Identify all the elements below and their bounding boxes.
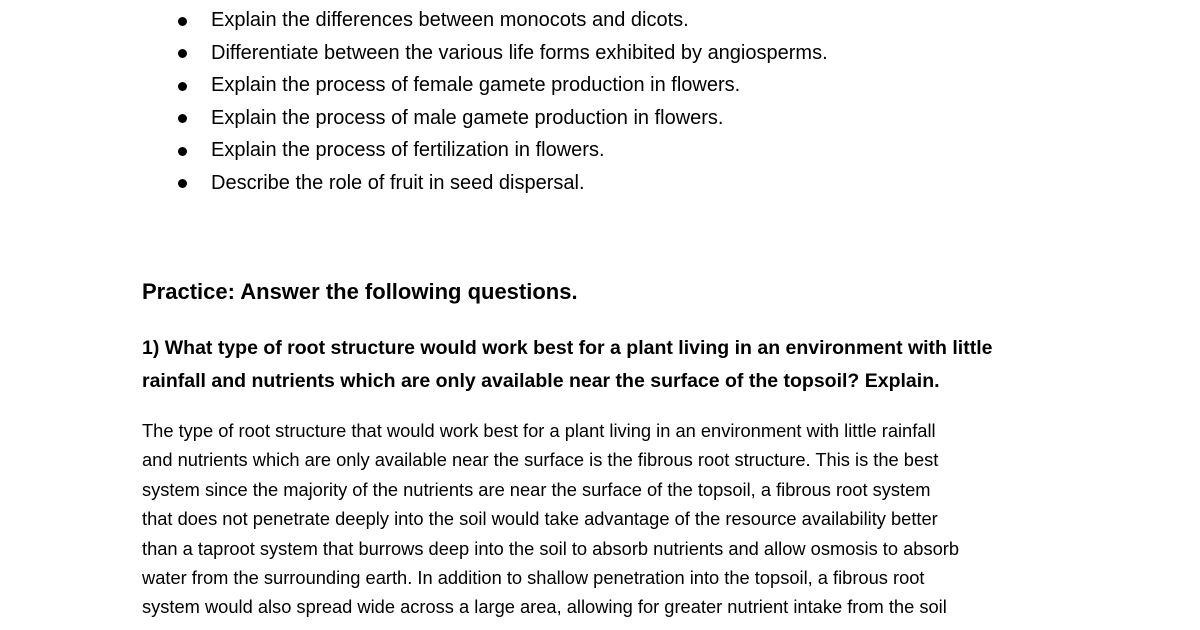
answer-line: The type of root structure that would work best for a plant living in an environment with little rainfall xyxy=(142,420,936,441)
question-1 xyxy=(142,332,1072,398)
objective-text: Explain the process of male gamete production in flowers. xyxy=(211,106,724,129)
objective-text: Explain the differences between monocots and dicots. xyxy=(211,9,689,31)
question-line: rainfall and nutrients which are only available near the surface of the topsoil? Explain. xyxy=(142,370,940,392)
answer-line: system since the majority of the nutrients are near the surface of the topsoil, a fibrous root system xyxy=(142,478,931,500)
objective-text: Describe the role of fruit in seed dispersal. xyxy=(211,171,585,194)
bullet-icon xyxy=(178,114,187,123)
answer-line: and nutrients which are only available near the surface is the fibrous root structure. This is the best xyxy=(142,449,939,471)
bullet-icon xyxy=(178,147,187,156)
bullet-icon xyxy=(178,49,187,58)
answer-line: system would also spread wide across a large area, allowing for greater nutrient intake from the soil xyxy=(142,596,947,618)
bullet-icon xyxy=(178,82,187,91)
answer-line: than a taproot system that burrows deep into the soil to absorb nutrients and allow osmosis to absorb xyxy=(142,537,960,559)
question-line: 1) What type of root structure would work best for a plant living in an environment with little xyxy=(142,337,993,359)
objective-text: Differentiate between the various life forms exhibited by angiosperms. xyxy=(211,41,828,64)
bullet-icon xyxy=(178,17,187,26)
answer-1 xyxy=(142,416,1082,622)
objective-text: Explain the process of fertilization in flowers. xyxy=(211,139,605,162)
answer-line: that does not penetrate deeply into the soil would take advantage of the resource availability better xyxy=(142,508,938,530)
bullet-icon xyxy=(178,179,187,188)
objective-text: Explain the process of female gamete production in flowers. xyxy=(211,74,741,97)
practice-heading: Practice: Answer the following questions. xyxy=(142,279,578,304)
answer-line: water from the surrounding earth. In addition to shallow penetration into the topsoil, a fibrous root xyxy=(142,567,925,589)
